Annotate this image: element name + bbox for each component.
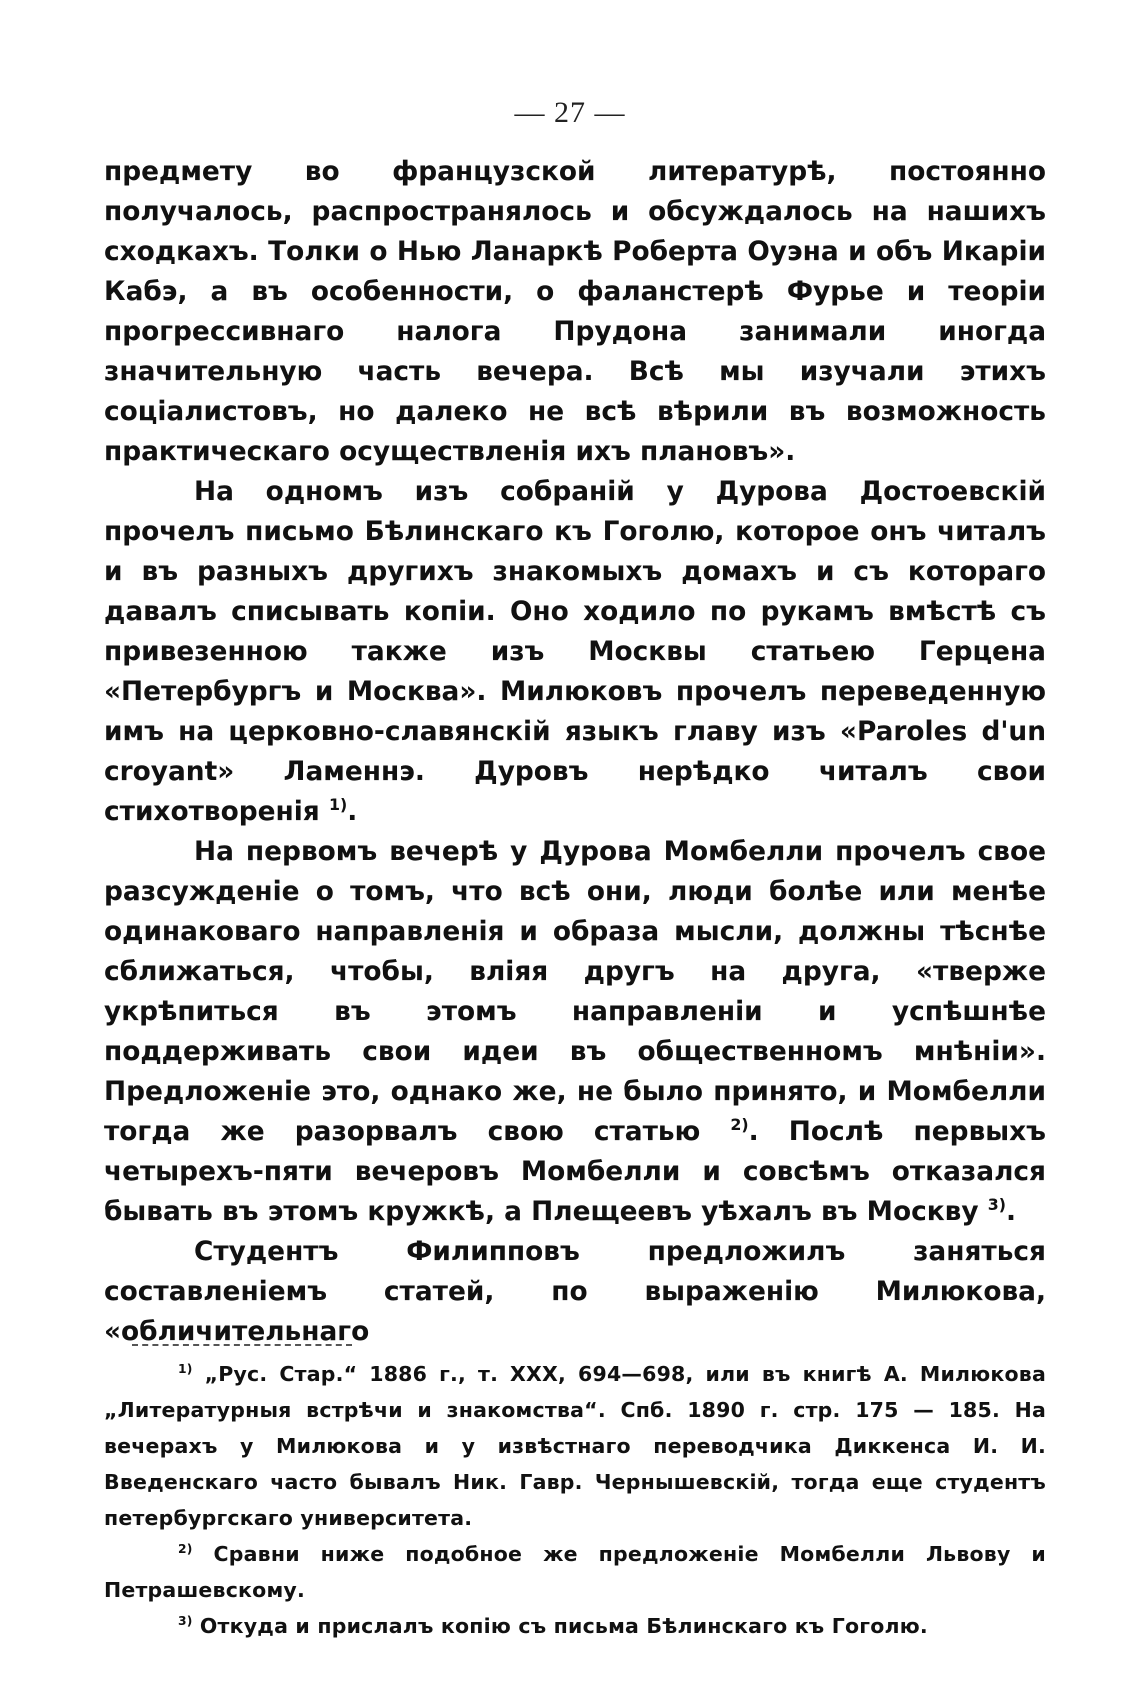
paragraph-2-tail: . <box>347 796 358 827</box>
footnote-1 <box>104 1356 1046 1536</box>
footnote-3 <box>104 1608 1046 1644</box>
footnote-1-text: „Рус. Стар.“ 1886 г., т. XXX, 694—698, или въ книгѣ А. Милюкова „Литературныя встрѣчи и знакомства“. Спб. 1890 г. стр. 175 — 185. На вечерахъ у Милюкова и у извѣстнаго переводчика Диккенса И. И. Введенскаго часто бывалъ Ник. Гавр. Чернышевскій, тогда еще студентъ петербургскаго университета. <box>104 1362 1046 1530</box>
paragraph-2 <box>104 472 1046 832</box>
paragraph-3-text: На первомъ вечерѣ у Дурова Момбелли прочелъ свое разсужденіе о томъ, что всѣ они, люди болѣе или менѣе одинаковаго направленія и образа мысли, должны тѣснѣе сближаться, чтобы, вліяя другъ на друга, «тверже укрѣпиться въ этомъ направленіи и успѣшнѣе поддерживать свои идеи въ общественномъ мнѣніи». Предложеніе это, однако же, не было принято, и Момбелли тогда же разорвалъ свою статью <box>104 836 1046 1147</box>
footnote-1-mark: 1) <box>178 1362 193 1377</box>
footnote-2-mark: 2) <box>178 1542 193 1557</box>
paragraph-4-text: Студентъ Филипповъ предложилъ заняться составленіемъ статей, по выраженію Милюкова, «обличительнаго <box>104 1236 1046 1347</box>
footnote-ref-1: 1) <box>328 795 348 815</box>
paragraph-2-text: На одномъ изъ собраній у Дурова Достоевскій прочелъ письмо Бѣлинскаго къ Гоголю, которое онъ читалъ и въ разныхъ другихъ знакомыхъ домахъ и съ котораго давалъ списывать копіи. Оно ходило по рукамъ вмѣстѣ съ привезенною также изъ Москвы статьею Герцена «Петербургъ и Москва». Милюковъ прочелъ переведенную имъ на церковно-славянскій языкъ главу изъ «Paroles d'un croyant» Ламеннэ. Дуровъ нерѣдко читалъ свои стихотворенія <box>104 476 1046 827</box>
paragraph-4 <box>104 1232 1046 1352</box>
paragraph-1 <box>104 152 1046 472</box>
footnote-2 <box>104 1536 1046 1608</box>
paragraph-3-tail-2: . <box>1006 1196 1017 1227</box>
paragraph-3-tail: . Послѣ первыхъ четырехъ-пяти вечеровъ Момбелли и совсѣмъ отказался бывать въ этомъ кружкѣ, а Плещеевъ уѣхалъ въ Москву <box>104 1116 1046 1227</box>
footnotes <box>104 1356 1046 1644</box>
footnote-3-mark: 3) <box>178 1614 193 1629</box>
footnote-ref-3: 3) <box>987 1195 1006 1215</box>
paragraph-3 <box>104 832 1046 1232</box>
footnote-3-text: Откуда и прислалъ копію съ письма Бѣлинскаго къ Гоголю. <box>199 1614 928 1638</box>
footnote-separator <box>132 1344 352 1346</box>
page-number: — 27 — <box>514 96 626 129</box>
footnote-2-text: Сравни ниже подобное же предложеніе Момбелли Львову и Петрашевскому. <box>104 1542 1046 1602</box>
footnote-ref-2: 2) <box>730 1115 749 1135</box>
main-text <box>104 152 1046 1352</box>
paragraph-1-text: предмету во французской литературѣ, постоянно получалось, распространялось и обсуждалось на нашихъ сходкахъ. Толки о Нью Ланаркѣ Роберта Оуэна и объ Икаріи Кабэ, а въ особенности, о фаланстерѣ Фурье и теоріи прогрессивнаго налога Прудона занимали иногда значительную часть вечера. Всѣ мы изучали этихъ соціалистовъ, но далеко не всѣ вѣрили въ возможность практическаго осуществленія ихъ плановъ». <box>104 156 1046 467</box>
